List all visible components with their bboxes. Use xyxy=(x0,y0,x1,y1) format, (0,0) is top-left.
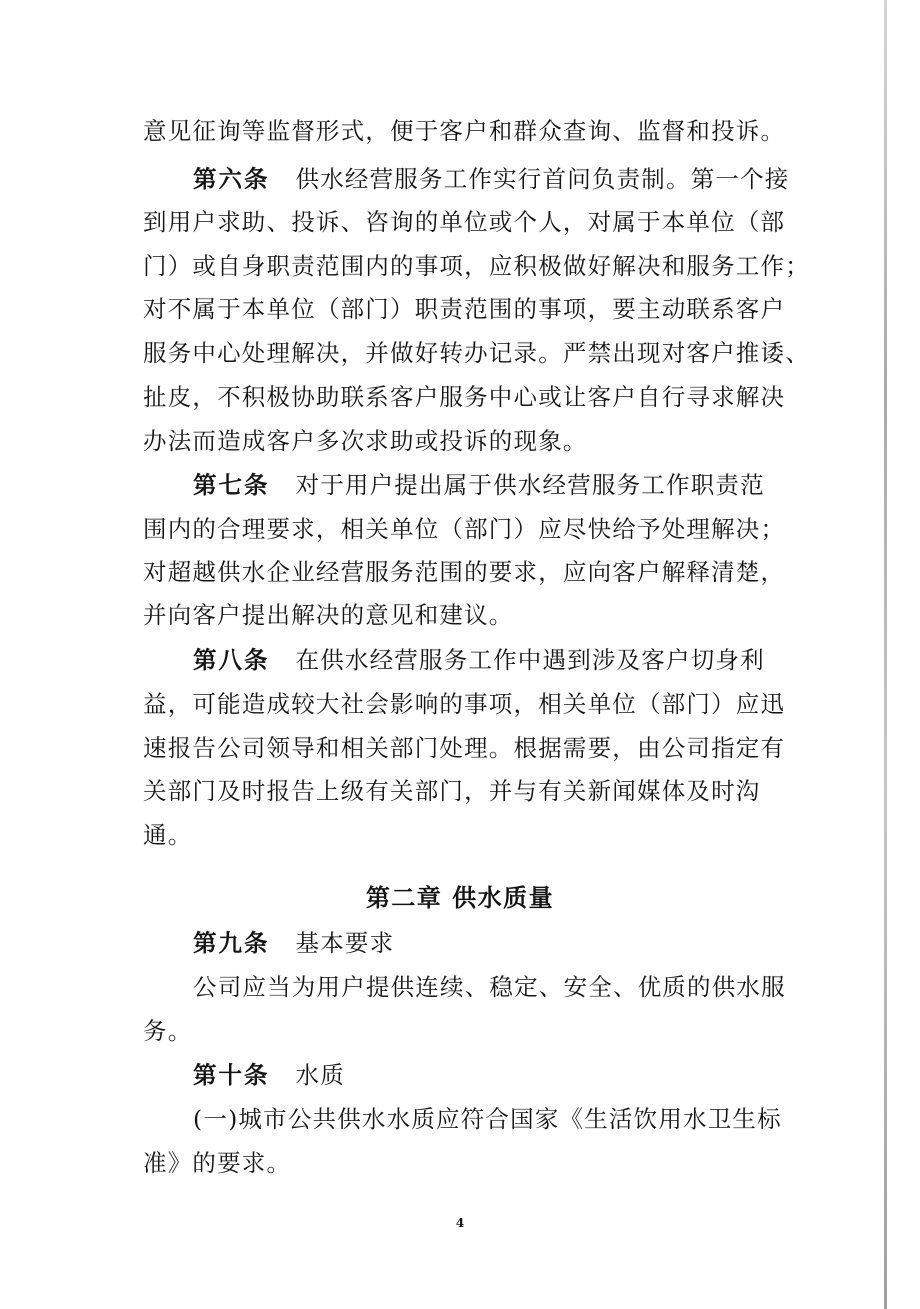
article-8-heading-line xyxy=(193,646,853,674)
text-line: 并向客户提出解决的意见和建议。 xyxy=(143,601,514,629)
text-line: 供水经营服务工作实行首问负责制。第一个接 xyxy=(295,165,790,193)
text-line: 办法而造成客户多次求助或投诉的现象。 xyxy=(143,427,588,455)
text-line: 益，可能造成较大社会影响的事项，相关单位（部门）应迅 xyxy=(143,690,786,718)
article-7-label: 第七条 xyxy=(193,471,270,499)
text-line: 对于用户提出属于供水经营服务工作职责范 xyxy=(295,471,765,499)
chapter-title: 第二章 供水质量 xyxy=(365,883,555,912)
article-8-label: 第八条 xyxy=(193,646,270,674)
article-9-label: 第九条 xyxy=(193,929,270,957)
text-line: 公司应当为用户提供连续、稳定、安全、优质的供水服 xyxy=(193,973,786,1001)
text-line: 扯皮，不积极协助联系客户服务中心或让客户自行寻求解决 xyxy=(143,383,786,411)
text-line: 对超越供水企业经营服务范围的要求，应向客户解释清楚， xyxy=(143,558,786,586)
text-line: 围内的合理要求，相关单位（部门）应尽快给予处理解决； xyxy=(143,515,786,543)
article-6-label: 第六条 xyxy=(193,165,270,193)
text-line: 在供水经营服务工作中遇到涉及客户切身利 xyxy=(295,646,765,674)
text-line: 水质 xyxy=(295,1061,345,1089)
text-line: (一)城市公共供水水质应符合国家《生活饮用水卫生标 xyxy=(193,1105,782,1133)
text-line: 对不属于本单位（部门）职责范围的事项，要主动联系客户 xyxy=(143,295,786,323)
page-number: 4 xyxy=(455,1216,465,1230)
article-10-heading-line xyxy=(193,1061,853,1089)
article-6-heading-line xyxy=(193,165,853,193)
text-line: 速报告公司领导和相关部门处理。根据需要，由公司指定有 xyxy=(143,734,786,762)
text-line: 关部门及时报告上级有关部门，并与有关新闻媒体及时沟 xyxy=(143,777,761,805)
article-10-label: 第十条 xyxy=(193,1061,270,1089)
text-line: 通。 xyxy=(143,821,193,849)
text-line: 务。 xyxy=(143,1017,193,1045)
article-9-heading-line xyxy=(193,929,853,957)
text-line: 门）或自身职责范围内的事项，应积极做好解决和服务工作； xyxy=(143,252,810,280)
text-line: 意见征询等监督形式，便于客户和群众查询、监督和投诉。 xyxy=(143,117,786,145)
text-line: 到用户求助、投诉、咨询的单位或个人，对属于本单位（部 xyxy=(143,208,786,236)
article-7-heading-line xyxy=(193,471,853,499)
text-line: 准》的要求。 xyxy=(143,1149,292,1177)
text-line: 基本要求 xyxy=(295,929,395,957)
text-line: 服务中心处理解决，并做好转办记录。严禁出现对客户推诿、 xyxy=(143,339,810,367)
scan-edge-line xyxy=(884,0,887,1309)
